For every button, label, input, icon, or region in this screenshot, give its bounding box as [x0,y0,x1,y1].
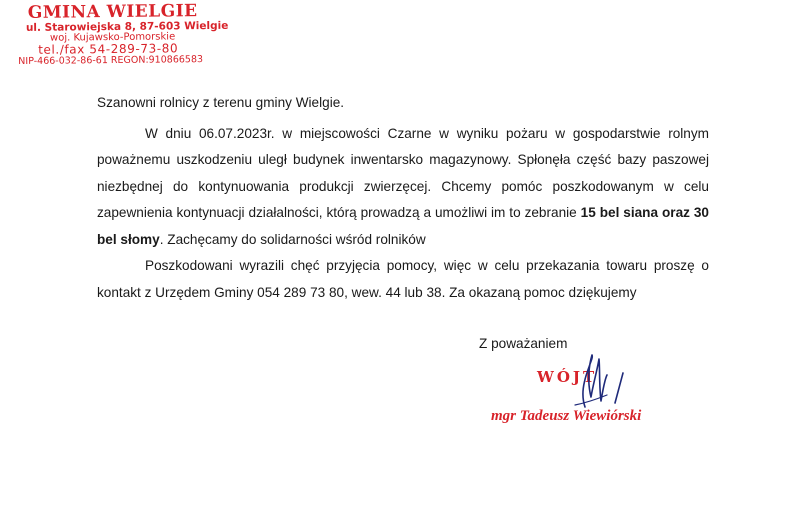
stamp-ids: NIP-466-032-86-61 REGON:910866583 [18,54,204,67]
wojt-stamp: WÓJT [537,368,598,386]
letter-body [97,90,709,306]
municipality-stamp [18,1,229,67]
paragraph-fire-bold: 15 bel siana oraz 30 bel słomy [97,205,709,247]
stamp-title: GMINA WIELGIE [27,1,198,23]
salutation: Szanowni rolnicy z terenu gminy Wielgie. [97,95,345,110]
stamp-address: ul. Starowiejska 8, 87-603 Wielgie [25,19,229,34]
paragraph-fire-text-a: W dniu 06.07.2023r. w miejscowości Czarne w wyniku pożaru w gospodarstwie rolnym poważnemu uszkodzeniu uległ budynek inwentarsko magazynowy. Spłonęła część bazy paszowej niezbędnej do kontynuowania produkcji zwierzęcej. Chcemy pomóc poszkodowanym w celu zapewnienia kontynuacji działalności, którą prowadzą a umożliwi im to zebranie [97,125,709,220]
paragraph-fire-text-b: . Zachęcamy do solidarności wśród rolników [159,231,426,247]
paragraph-fire-report [97,121,709,254]
stamp-phone: tel./fax 54-289-73-80 [38,41,179,58]
closing-regards: Z poważaniem [479,336,568,351]
handwritten-signature-icon [545,345,635,415]
paragraph-contact: Poszkodowani wyrazili chęć przyjęcia pomocy, więc w celu przekazania towaru proszę o kontakt z Urzędem Gminy 054 289 73 80, wew. 44 lub 38. Za okazaną pomoc dziękujemy [97,258,709,300]
official-name: mgr Tadeusz Wiewiórski [491,408,642,424]
stamp-region: woj. Kujawsko-Pomorskie [49,31,176,44]
